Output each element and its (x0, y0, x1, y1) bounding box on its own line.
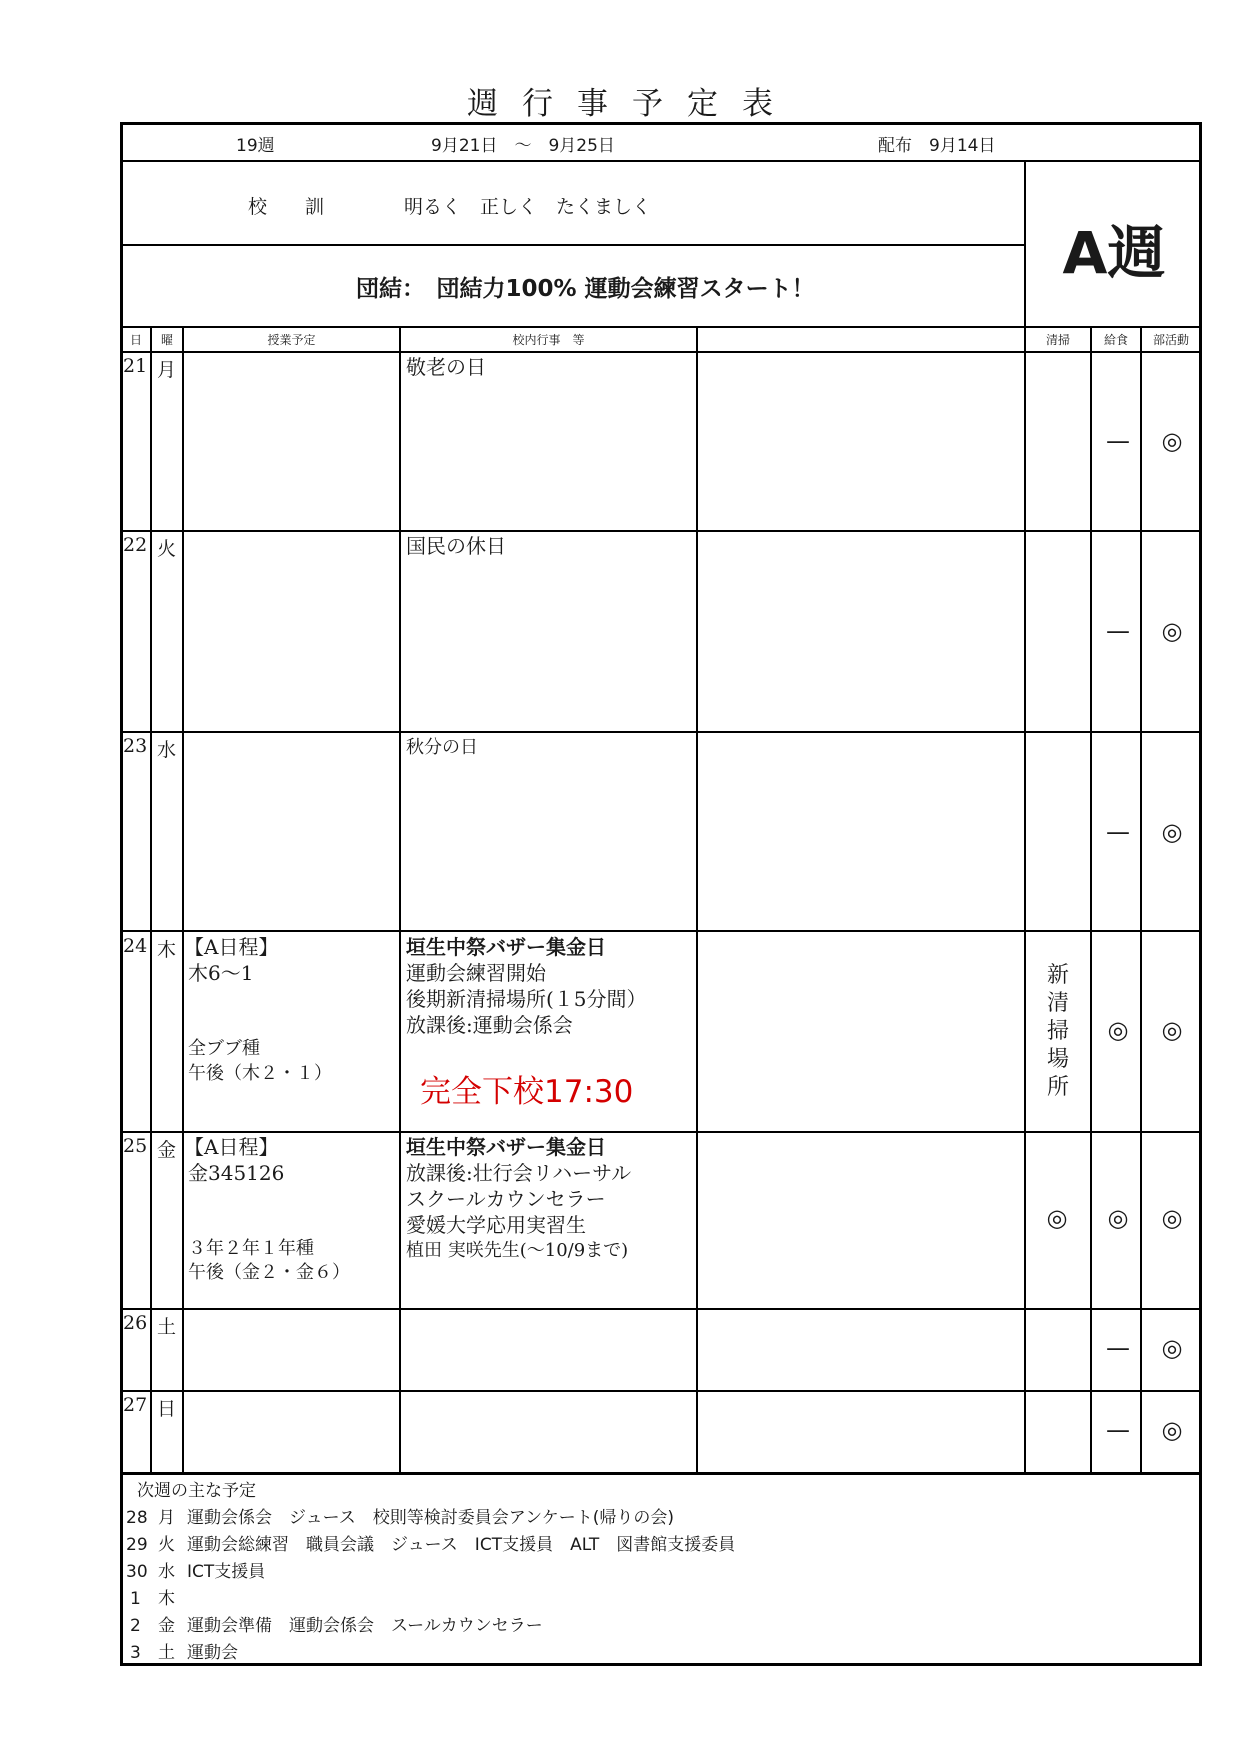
divider (1024, 160, 1026, 326)
schedule-table (120, 122, 1202, 1666)
event-item: 垣生中祭バザー集金日 (406, 1135, 606, 1159)
lunch-mark: — (1106, 1334, 1130, 1362)
day-weekday: 日 (157, 1398, 177, 1420)
next-week-text: 運動会 (187, 1643, 238, 1663)
event-item: 秋分の日 (406, 737, 478, 758)
class-item: 午後（木２・１） (188, 1063, 332, 1084)
distribution-date: 配布 9月14日 (878, 136, 996, 156)
club-mark: ◎ (1161, 427, 1183, 455)
col-lunch: 給食 (1103, 333, 1128, 347)
next-week-day: 3 (130, 1643, 141, 1663)
club-mark: ◎ (1161, 1334, 1183, 1362)
divider (696, 326, 698, 1472)
event-item: 植田 実咲先生(～10/9まで) (406, 1240, 629, 1261)
class-item: 【A日程】 (184, 935, 279, 959)
next-week-text: 運動会総練習 職員会議 ジュース ICT支援員 ALT 図書館支援委員 (187, 1535, 736, 1555)
next-week-weekday: 水 (158, 1562, 175, 1582)
next-week-weekday: 月 (158, 1508, 175, 1528)
class-item: 【A日程】 (184, 1135, 279, 1159)
class-item: 木6～1 (188, 961, 254, 985)
club-mark: ◎ (1161, 1204, 1183, 1232)
divider (120, 160, 1202, 162)
divider (120, 930, 1202, 932)
event-item: スクールカウンセラー (406, 1187, 606, 1211)
day-number: 25 (123, 1135, 148, 1157)
lunch-mark: — (1106, 427, 1130, 455)
class-item: 午後（金２・金６） (188, 1262, 350, 1283)
divider (120, 244, 1026, 246)
event-item: 敬老の日 (406, 355, 486, 379)
next-week-day: 2 (130, 1616, 141, 1636)
col-events: 校内行事 等 (512, 333, 585, 347)
divider (120, 326, 1202, 328)
next-week-day: 28 (126, 1508, 148, 1528)
divider (120, 1308, 1202, 1310)
col-club: 部活動 (1152, 333, 1189, 347)
motto-text: 明るく 正しく たくましく (404, 196, 652, 218)
next-week-weekday: 火 (158, 1535, 175, 1555)
event-item: 運動会練習開始 (406, 961, 546, 985)
divider (1140, 326, 1142, 1472)
event-item: 放課後:壮行会リハーサル (406, 1161, 632, 1185)
divider (120, 1390, 1202, 1392)
event-item: 愛媛大学応用実習生 (406, 1213, 586, 1237)
class-item: 金345126 (188, 1161, 285, 1185)
day-number: 22 (123, 534, 148, 556)
page-title: 週行事予定表 (467, 86, 797, 122)
cleaning-mark: ◎ (1046, 1204, 1068, 1232)
divider (120, 1131, 1202, 1133)
divider (399, 326, 401, 1472)
day-weekday: 火 (157, 538, 177, 560)
next-week-day: 29 (126, 1535, 148, 1555)
week-type-badge: A週 (1062, 219, 1166, 287)
event-item: 垣生中祭バザー集金日 (406, 935, 606, 959)
next-week-text: 運動会準備 運動会係会 スールカウンセラー (187, 1616, 543, 1636)
divider (120, 530, 1202, 532)
class-item: 全ブブ種 (188, 1038, 260, 1059)
event-item: 放課後:運動会係会 (406, 1013, 573, 1037)
event-item: 国民の休日 (406, 534, 506, 558)
next-week-day: 1 (130, 1589, 141, 1609)
day-number: 27 (123, 1394, 148, 1416)
week-number: 19週 (236, 136, 275, 156)
day-number: 24 (123, 935, 148, 957)
class-item: ３年２年１年種 (188, 1238, 314, 1259)
day-weekday: 木 (157, 939, 177, 961)
club-mark: ◎ (1161, 617, 1183, 645)
club-mark: ◎ (1161, 1416, 1183, 1444)
lunch-mark: — (1106, 1416, 1130, 1444)
divider (1090, 326, 1092, 1472)
day-weekday: 水 (157, 739, 177, 761)
next-week-weekday: 木 (158, 1589, 175, 1609)
day-weekday: 金 (157, 1139, 177, 1161)
divider (1024, 326, 1026, 1472)
lunch-mark: — (1106, 818, 1130, 846)
club-mark: ◎ (1161, 818, 1183, 846)
day-weekday: 月 (157, 359, 177, 381)
col-classes: 授業予定 (267, 333, 316, 347)
divider (120, 351, 1202, 353)
col-cleaning: 清掃 (1045, 333, 1070, 347)
divider (120, 1472, 1202, 1475)
next-week-text: 運動会係会 ジュース 校則等検討委員会アンケート(帰りの会) (187, 1508, 675, 1528)
next-week-weekday: 土 (158, 1643, 175, 1663)
next-week-text: ICT支援員 (187, 1562, 266, 1582)
week-range: 9月21日 ～ 9月25日 (431, 136, 615, 156)
lunch-mark: ◎ (1107, 1204, 1129, 1232)
next-week-heading: 次週の主な予定 (137, 1481, 256, 1501)
next-week-day: 30 (126, 1562, 148, 1582)
col-weekday: 曜 (160, 333, 173, 347)
day-number: 21 (123, 355, 148, 377)
lunch-mark: — (1106, 617, 1130, 645)
cleaning-note: 新清掃場所 (1046, 963, 1069, 1100)
motto-label: 校 訓 (248, 196, 325, 218)
divider (120, 731, 1202, 733)
week-theme: 団結： 団結力100% 運動会練習スタート！ (356, 276, 815, 302)
day-weekday: 土 (157, 1316, 177, 1338)
next-week-weekday: 金 (158, 1616, 175, 1636)
dismissal-notice: 完全下校17:30 (420, 1074, 634, 1110)
event-item: 後期新清掃場所(１5分間） (406, 987, 647, 1011)
day-number: 26 (123, 1312, 148, 1334)
divider (182, 326, 184, 1472)
divider (150, 326, 152, 1472)
club-mark: ◎ (1161, 1016, 1183, 1044)
day-number: 23 (123, 735, 148, 757)
lunch-mark: ◎ (1107, 1016, 1129, 1044)
col-day: 日 (129, 333, 142, 347)
